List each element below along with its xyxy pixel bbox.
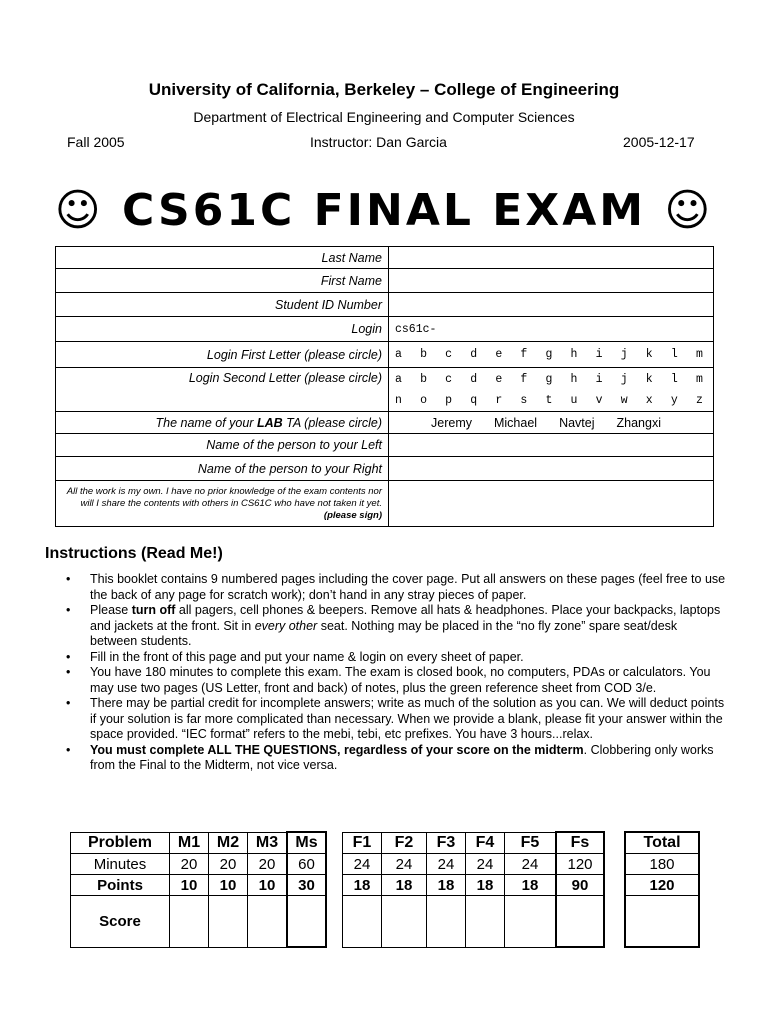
points-m3: 10: [248, 875, 288, 896]
student-id-label: Student ID Number: [56, 293, 389, 317]
second-letter-b[interactable]: b: [420, 372, 427, 386]
login-first-letter-options: [389, 342, 714, 368]
score-field-f3[interactable]: [427, 896, 466, 948]
instruction-item: • Fill in the front of this page and put your name & login on every sheet of paper.: [66, 650, 726, 666]
score-field-m3[interactable]: [248, 896, 288, 948]
university-title: University of California, Berkeley – College of Engineering: [148, 80, 620, 99]
midterm-score-table: [70, 831, 327, 948]
problem-ms: Ms: [287, 832, 326, 854]
total-header: Total: [625, 832, 699, 854]
points-f1: 18: [343, 875, 382, 896]
problem-fs: Fs: [556, 832, 604, 854]
lab-ta-label-pre: The name of your: [155, 415, 257, 430]
left-person-field[interactable]: [389, 434, 714, 457]
second-letter-i[interactable]: i: [595, 372, 603, 386]
department: Department of Electrical Engineering and Computer Sciences: [193, 109, 575, 125]
problem-f1: F1: [343, 832, 382, 854]
score-field-f1[interactable]: [343, 896, 382, 948]
instruction-text: seat. Nothing may be placed in the “no fly zone” spare seat/desk between students.: [90, 618, 678, 648]
instruction-italic: every other: [254, 618, 318, 633]
login-label: Login: [56, 317, 389, 342]
instruction-item: • There may be partial credit for incomplete answers; write as much of the solution as you can. We will deduct points if your solution is far more complicated than necessary. When we provide a blank, please fit your answer within the space provided. “IEC format” refers to the mebi, tebi, etc prefixes. You have 3 hours...relax.: [66, 696, 726, 743]
score-field-f2[interactable]: [382, 896, 427, 948]
instruction-text: all pagers, cell phones & beepers. Remove all hats & headphones. Place your backpacks, laptops and jackets at the front. Sit in: [90, 603, 721, 633]
score-field-m1[interactable]: [170, 896, 209, 948]
points-m1: 10: [170, 875, 209, 896]
first-letter-j[interactable]: j: [620, 348, 628, 361]
pledge-sign-label: (please sign): [323, 509, 382, 521]
second-letter-j[interactable]: j: [620, 372, 628, 386]
first-letter-a[interactable]: a: [395, 348, 402, 361]
ta-option-navtej[interactable]: Navtej: [559, 415, 595, 430]
problem-f5: F5: [505, 832, 557, 854]
minutes-f2: 24: [382, 854, 427, 875]
last-name-label: Last Name: [56, 247, 389, 269]
second-letter-u[interactable]: u: [570, 393, 578, 407]
second-letter-w[interactable]: w: [620, 393, 628, 407]
second-letter-c[interactable]: c: [445, 372, 453, 386]
minutes-m1: 20: [170, 854, 209, 875]
minutes-m2: 20: [209, 854, 248, 875]
ta-option-zhangxi[interactable]: Zhangxi: [616, 415, 661, 430]
second-letter-z[interactable]: z: [695, 393, 703, 407]
lab-ta-options: [389, 412, 714, 434]
score-field-ms[interactable]: [287, 896, 326, 948]
score-field-f4[interactable]: [466, 896, 505, 948]
minutes-f3: 24: [427, 854, 466, 875]
exam-date: 2005-12-17: [623, 134, 695, 150]
second-letter-g[interactable]: g: [545, 372, 553, 386]
problem-m2: M2: [209, 832, 248, 854]
first-letter-g[interactable]: g: [545, 348, 553, 361]
score-field-f5[interactable]: [505, 896, 557, 948]
problem-m1: M1: [170, 832, 209, 854]
first-letter-b[interactable]: b: [420, 348, 427, 361]
problem-f2: F2: [382, 832, 427, 854]
points-f2: 18: [382, 875, 427, 896]
signature-field[interactable]: [389, 481, 714, 527]
login-first-letter-label: Login First Letter (please circle): [56, 342, 389, 368]
left-person-label: Name of the person to your Left: [56, 434, 389, 457]
points-f3: 18: [427, 875, 466, 896]
lab-ta-label-post: TA (please circle): [282, 415, 382, 430]
ta-list: [395, 416, 707, 430]
total-minutes: 180: [625, 854, 699, 875]
term: Fall 2005: [67, 134, 125, 150]
minutes-ms: 60: [287, 854, 326, 875]
final-score-table: [342, 831, 605, 948]
first-letter-i[interactable]: i: [595, 348, 603, 361]
right-person-field[interactable]: [389, 457, 714, 481]
second-letter-p[interactable]: p: [445, 393, 453, 407]
first-name-field[interactable]: [389, 269, 714, 293]
last-name-field[interactable]: [389, 247, 714, 269]
first-letter-d[interactable]: d: [470, 348, 478, 361]
first-letter-e[interactable]: e: [495, 348, 503, 361]
minutes-header: Minutes: [71, 854, 170, 875]
second-letter-q[interactable]: q: [470, 393, 478, 407]
total-score-field[interactable]: [625, 896, 699, 948]
instruction-bold: You must complete ALL THE QUESTIONS, regardless of your score on the midterm: [90, 742, 584, 757]
points-ms: 30: [287, 875, 326, 896]
second-letter-v[interactable]: v: [595, 393, 603, 407]
instruction-text: Please: [90, 603, 132, 617]
instruction-item: [66, 603, 726, 650]
lab-ta-label: [56, 412, 389, 434]
lab-ta-label-bold: LAB: [256, 415, 283, 430]
first-letter-k[interactable]: k: [645, 348, 653, 361]
instructor: Instructor: Dan Garcia: [310, 134, 447, 150]
instruction-bold: turn off: [131, 603, 176, 617]
score-field-fs[interactable]: [556, 896, 604, 948]
second-letter-o[interactable]: o: [420, 393, 427, 407]
points-f5: 18: [505, 875, 557, 896]
login-second-letter-label: Login Second Letter (please circle): [56, 368, 389, 412]
score-field-m2[interactable]: [209, 896, 248, 948]
second-letter-n[interactable]: n: [395, 393, 402, 407]
exam-title: ☺ CS61C FINAL EXAM ☺: [54, 185, 714, 236]
minutes-f4: 24: [466, 854, 505, 875]
first-name-label: First Name: [56, 269, 389, 293]
minutes-f1: 24: [343, 854, 382, 875]
points-fs: 90: [556, 875, 604, 896]
points-m2: 10: [209, 875, 248, 896]
problem-f4: F4: [466, 832, 505, 854]
score-header: Score: [71, 896, 170, 948]
second-letter-t[interactable]: t: [545, 393, 553, 407]
letter-row-1: [395, 348, 707, 361]
student-id-field[interactable]: [389, 293, 714, 317]
second-letter-r[interactable]: r: [495, 393, 503, 407]
first-letter-f[interactable]: f: [520, 348, 528, 361]
second-letter-s[interactable]: s: [520, 393, 528, 407]
problem-header: Problem: [71, 832, 170, 854]
instructions-list: [66, 572, 726, 774]
total-points: 120: [625, 875, 699, 896]
problem-f3: F3: [427, 832, 466, 854]
instruction-text: . Clobbering only works from the Final to the Midterm, not vice versa.: [90, 742, 714, 772]
right-person-label: Name of the person to your Right: [56, 457, 389, 481]
first-letter-m[interactable]: m: [695, 348, 703, 361]
instruction-item: • This booklet contains 9 numbered pages including the cover page. Put all answers on these pages (feel free to use the back of any page for scratch work); don’t hand in any stray pieces of paper.: [66, 572, 726, 603]
second-letter-x[interactable]: x: [645, 393, 653, 407]
second-letter-e[interactable]: e: [495, 372, 503, 386]
login-second-letter-options: [389, 368, 714, 412]
ta-option-michael[interactable]: Michael: [493, 415, 538, 430]
minutes-f5: 24: [505, 854, 557, 875]
problem-m3: M3: [248, 832, 288, 854]
second-letter-m[interactable]: m: [695, 372, 703, 386]
first-letter-l[interactable]: l: [670, 348, 678, 361]
letter-row-2a: [395, 373, 707, 386]
total-score-table: [624, 831, 700, 948]
minutes-fs: 120: [556, 854, 604, 875]
pledge-text: [56, 481, 389, 527]
login-field[interactable]: cs61c-: [389, 317, 714, 342]
first-letter-h[interactable]: h: [570, 348, 578, 361]
student-info-table: [55, 246, 714, 527]
second-letter-h[interactable]: h: [570, 372, 578, 386]
first-letter-c[interactable]: c: [445, 348, 453, 361]
second-letter-a[interactable]: a: [395, 372, 402, 386]
second-letter-k[interactable]: k: [645, 372, 653, 386]
second-letter-l[interactable]: l: [670, 372, 678, 386]
second-letter-f[interactable]: f: [520, 372, 528, 386]
points-header: Points: [71, 875, 170, 896]
ta-option-jeremy[interactable]: Jeremy: [431, 415, 472, 430]
minutes-m3: 20: [248, 854, 288, 875]
instructions-heading: Instructions (Read Me!): [45, 545, 223, 562]
pledge-statement: All the work is my own. I have no prior knowledge of the exam contents nor will I share the contents with others in CS61C who have not taken it yet.: [66, 485, 382, 509]
points-f4: 18: [466, 875, 505, 896]
second-letter-d[interactable]: d: [470, 372, 478, 386]
letter-row-2b: [395, 394, 707, 407]
instruction-item: [66, 743, 726, 774]
instruction-item: • You have 180 minutes to complete this exam. The exam is closed book, no computers, PDAs or calculators. You may use two pages (US Letter, front and back) of notes, plus the green reference sheet from COD 3/e.: [66, 665, 726, 696]
second-letter-y[interactable]: y: [670, 393, 678, 407]
